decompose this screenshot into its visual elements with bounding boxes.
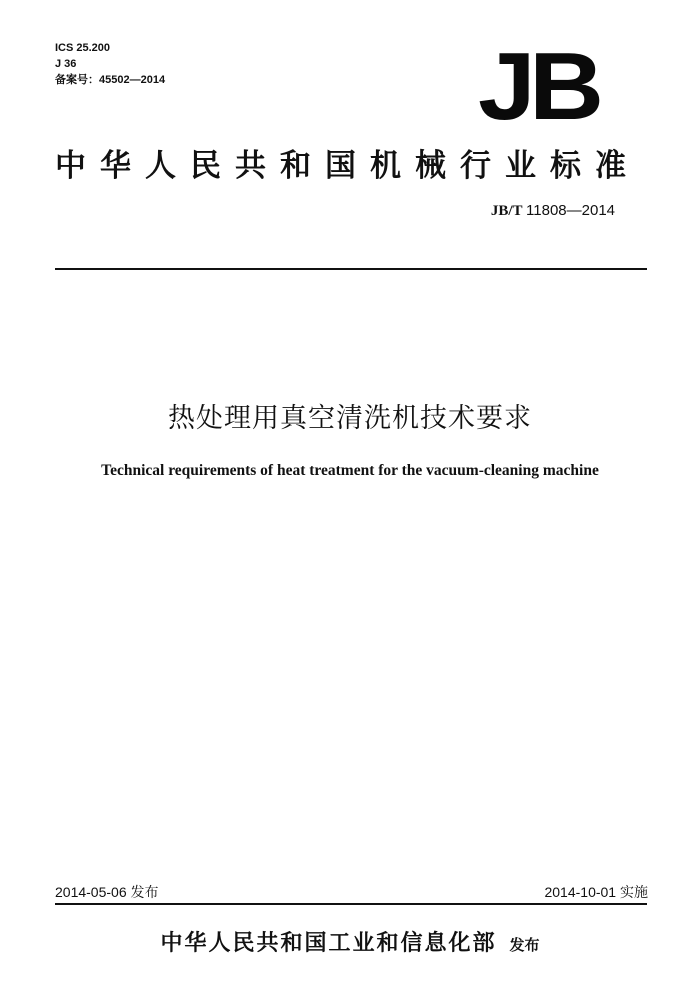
implement-date: 2014-10-01 <box>544 884 617 900</box>
document-title-cn: 热处理用真空清洗机技术要求 <box>168 403 532 434</box>
standard-category-title: 中华人民共和国机械行业标准 <box>55 148 640 184</box>
issue-date-line <box>55 882 159 902</box>
classification-block <box>55 40 165 88</box>
issue-label: 发布 <box>130 884 159 900</box>
document-title-en: Technical requirements of heat treatment for the vacuum-cleaning machine <box>101 462 599 479</box>
jb-logo: JB <box>478 33 598 140</box>
ics-code: ICS 25.200 <box>55 42 111 54</box>
bottom-divider <box>55 903 647 905</box>
class-code: J 36 <box>55 58 77 70</box>
standard-number <box>491 202 615 220</box>
implement-label: 实施 <box>620 884 648 900</box>
record-number: 备案号：45502—2014 <box>55 74 166 86</box>
publisher-line <box>0 926 700 957</box>
standard-code: 11808—2014 <box>526 202 615 219</box>
issue-date: 2014-05-06 <box>55 884 127 900</box>
publisher-label: 发布 <box>509 936 540 954</box>
top-divider <box>55 268 647 270</box>
implement-date-line <box>544 882 648 902</box>
standard-prefix: JB/T <box>490 203 523 219</box>
publisher-org: 中华人民共和国工业和信息化部 <box>160 931 497 956</box>
